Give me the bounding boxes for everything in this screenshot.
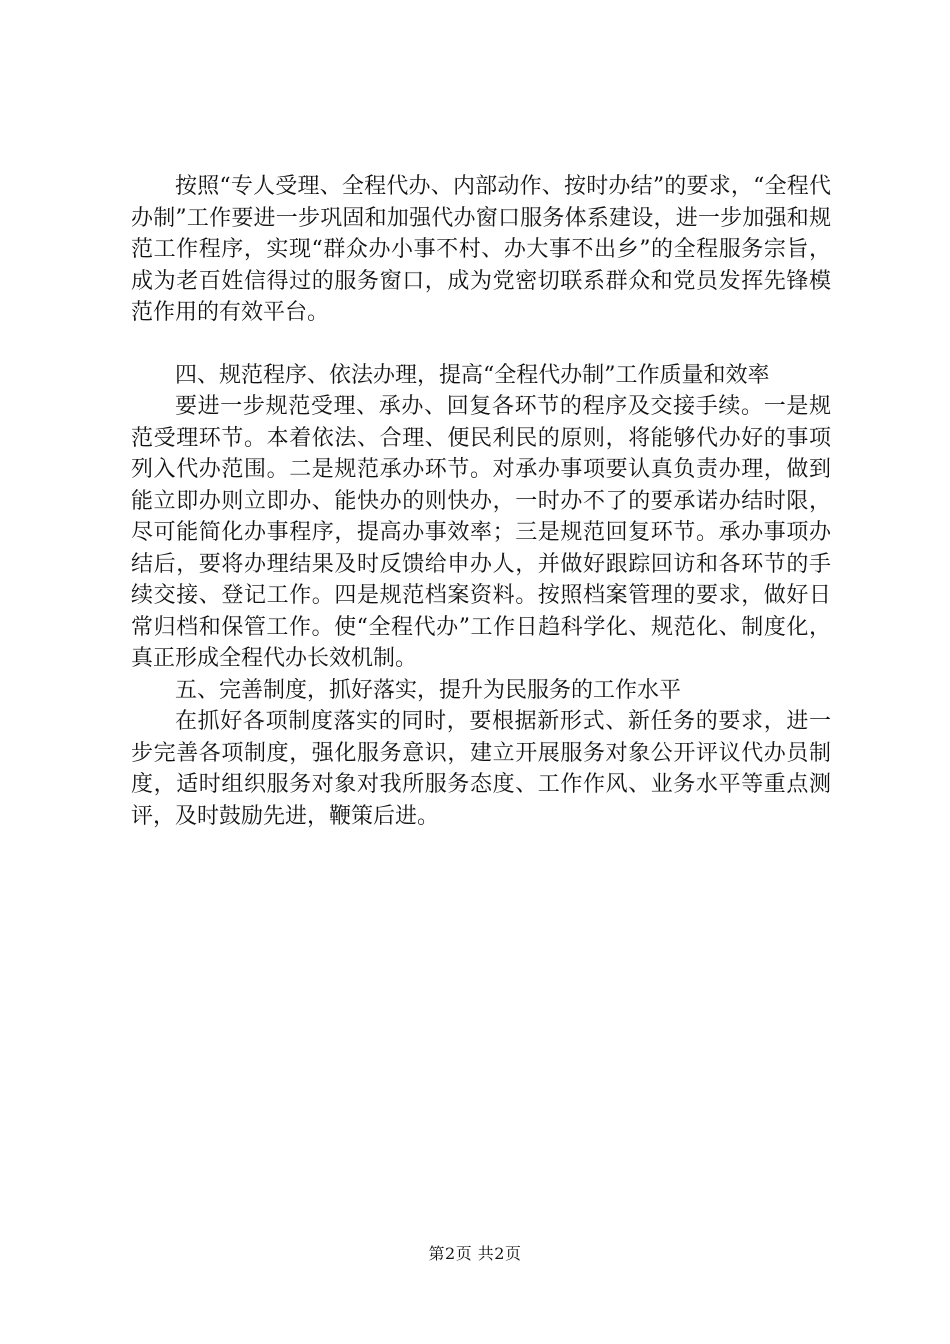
section-heading-five: 五、完善制度，抓好落实，提升为民服务的工作水平	[175, 677, 682, 703]
section-heading-four: 四、规范程序、依法办理，提高“全程代办制”工作质量和效率	[175, 362, 770, 388]
body-paragraph: 要进一步规范受理、承办、回复各环节的程序及交接手续。一是规范受理环节。本着依法、合理、便民利民的原则，将能够代办好的事项列入代办范围。二是规范承办环节。对承办事项要认真负责办理，做到能立即办则立即办、能快办的则快办，一时办不了的要承诺办结时限，尽可能简化办事程序，提高办事效率；三是规范回复环节。承办事项办结后，要将办理结果及时反馈给申办人，并做好跟踪回访和各环节的手续交接、登记工作。四是规范档案资料。按照档案管理的要求，做好日常归档和保管工作。使“全程代办”工作日趋科学化、规范化、制度化，真正形成全程代办长效机制。	[131, 394, 831, 671]
page-number-footer: 第2页 共2页	[428, 1244, 522, 1263]
body-paragraph: 按照“专人受理、全程代办、内部动作、按时办结”的要求，“全程代办制”工作要进一步巩固和加强代办窗口服务体系建设，进一步加强和规范工作程序，实现“群众办小事不村、办大事不出乡”的全程服务宗旨，成为老百姓信得过的服务窗口，成为党密切联系群众和党员发挥先锋模范作用的有效平台。	[131, 174, 831, 325]
body-paragraph: 在抓好各项制度落实的同时，要根据新形式、新任务的要求，进一步完善各项制度，强化服务意识，建立开展服务对象公开评议代办员制度，适时组织服务对象对我所服务态度、工作作风、业务水平等重点测评，及时鼓励先进，鞭策后进。	[131, 709, 831, 829]
paragraph-spacer	[131, 329, 831, 360]
document-body	[131, 171, 831, 832]
